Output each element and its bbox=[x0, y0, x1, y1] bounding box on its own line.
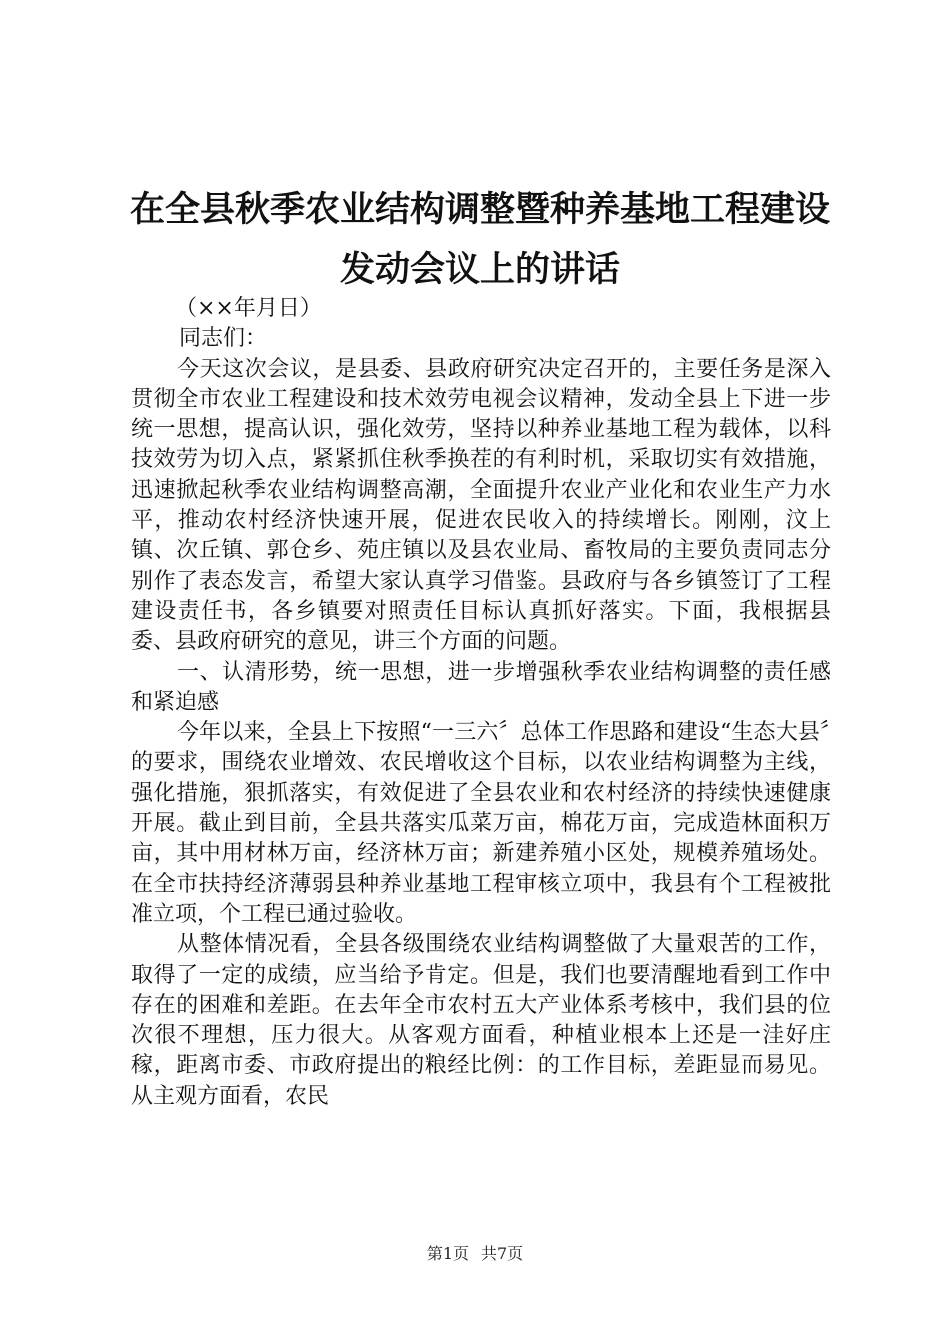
paragraph-progress: 今年以来，全县上下按照“一三六〞总体工作思路和建设“生态大县〞的要求，围绕农业增效、农民增收这个目标，以农业结构调整为主线，强化措施，狠抓落实，有效促进了全县农业和农村经济的持续快速健康开展。截止到目前，全县共落实瓜菜万亩，棉花万亩，完成造林面积万亩，其中用材林万亩，经济林万亩；新建养殖小区处，规模养殖场处。在全市扶持经济薄弱县种养业基地工程审核立项中，我县有个工程被批准立项，个工程已通过验收。 bbox=[131, 720, 831, 927]
greeting: 同志们： bbox=[179, 326, 268, 352]
page-total: 共7页 bbox=[481, 1244, 524, 1263]
document-body bbox=[131, 294, 831, 1112]
section-heading-1: 一、认清形势，统一思想，进一步增强秋季农业结构调整的责任感和紧迫感 bbox=[131, 659, 831, 715]
page-footer bbox=[0, 1243, 950, 1265]
date-line: （××年月日） bbox=[175, 296, 322, 321]
paragraph-assessment: 从整体情况看，全县各级围绕农业结构调整做了大量艰苦的工作，取得了一定的成绩，应当给予肯定。但是，我们也要清醒地看到工作中存在的困难和差距。在去年全市农村五大产业体系考核中，我们县的位次很不理想，压力很大。从客观方面看，种植业根本上还是一洼好庄稼，距离市委、市政府提出的粮经比例：的工作目标，差距显而易见。从主观方面看，农民 bbox=[131, 932, 831, 1109]
paragraph-intro: 今天这次会议，是县委、县政府研究决定召开的，主要任务是深入贯彻全市农业工程建设和技术效劳电视会议精神，发动全县上下进一步统一思想，提高认识，强化效劳，坚持以种养业基地工程为载体，以科技效劳为切入点，紧紧抓住秋季换茬的有利时机，采取切实有效措施，迅速掀起秋季农业结构调整高潮，全面提升农业产业化和农业生产力水平，推动农村经济快速开展，促进农民收入的持续增长。刚刚，汶上镇、次丘镇、郭仓乡、苑庄镇以及县农业局、畜牧局的主要负责同志分别作了表态发言，希望大家认真学习借鉴。县政府与各乡镇签订了工程建设责任书，各乡镇要对照责任目标认真抓好落实。下面，我根据县委、县政府研究的意见，讲三个方面的问题。 bbox=[131, 356, 831, 655]
document-title-line-1: 在全县秋季农业结构调整暨种养基地工程建设 bbox=[129, 189, 830, 230]
document-title-line-2: 发动会议上的讲话 bbox=[339, 249, 620, 290]
page-number: 第1页 bbox=[426, 1244, 469, 1263]
